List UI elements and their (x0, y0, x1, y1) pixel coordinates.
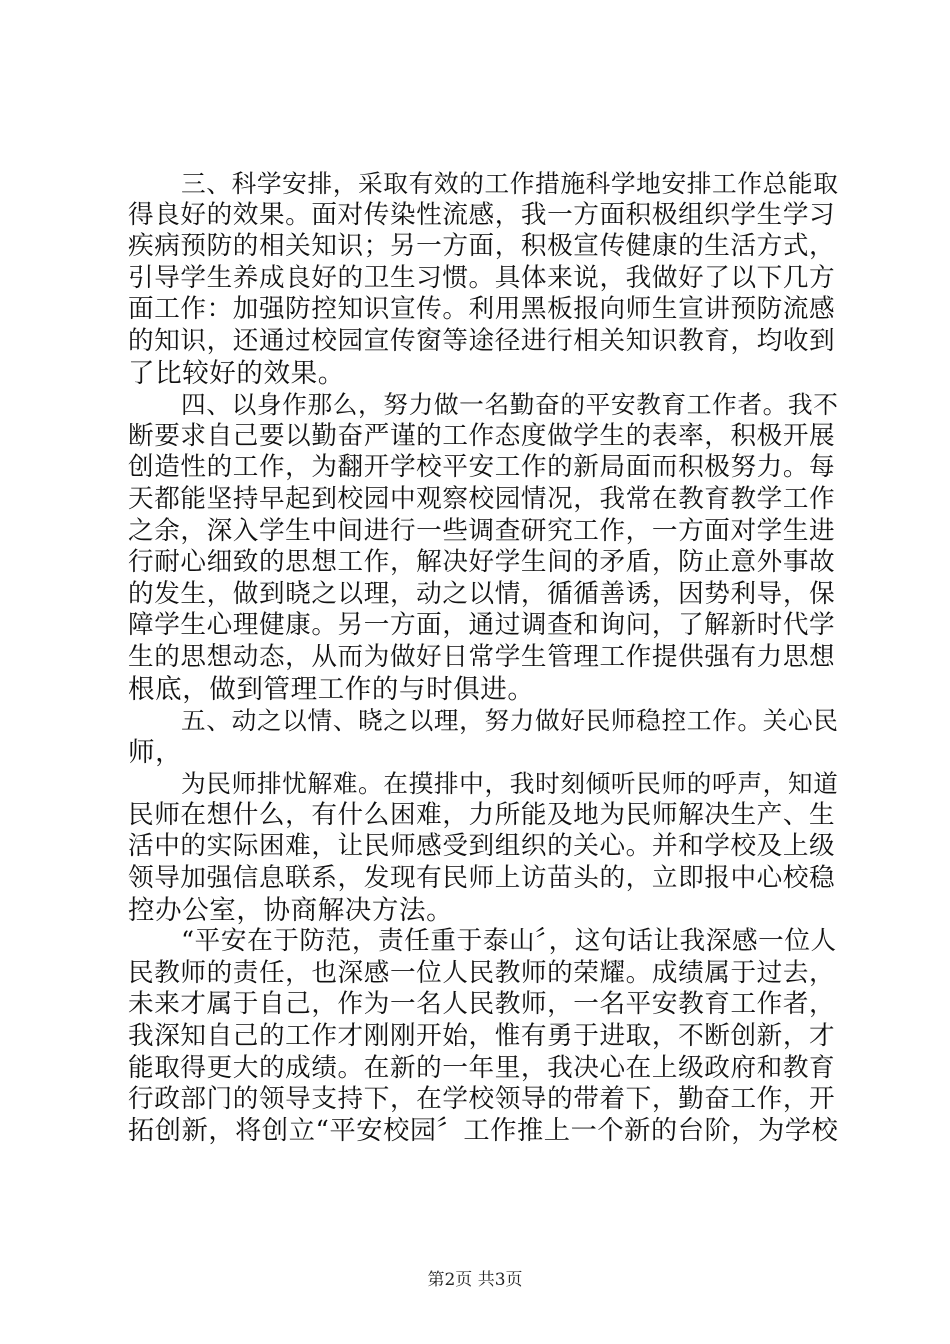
paragraph-6-line: 领导加强信息联系，发现有民师上访苗头的，立即报中心校稳 (128, 863, 836, 894)
paragraph-7-line: 能取得更大的成绩。在新的一年里，我决心在上级政府和教育 (128, 1052, 836, 1083)
paragraph-5-line: 师， (128, 736, 183, 768)
page-number-footer: 第2页 共3页 (427, 1270, 523, 1290)
paragraph-7-line: 拓创新，将创立“平安校园〞工作推上一个新的台阶，为学校 (128, 1115, 839, 1146)
paragraph-7-line: 民教师的责任，也深感一位人民教师的荣耀。成绩属于过去， (128, 957, 836, 988)
paragraph-4-line: 创造性的工作，为翻开学校平安工作的新局面而积极努力。每 (128, 452, 836, 483)
paragraph-7-line: 未来才属于自己，作为一名人民教师，一名平安教育工作者， (128, 989, 836, 1020)
paragraph-3-line: 引导学生养成良好的卫生习惯。具体来说，我做好了以下几方 (128, 262, 836, 293)
paragraph-4-line: 天都能坚持早起到校园中观察校园情况，我常在教育教学工作 (128, 483, 836, 514)
paragraph-6-line: 民师在想什么，有什么困难，力所能及地为民师解决生产、生 (128, 799, 836, 830)
paragraph-4-line: 根底，做到管理工作的与时俱进。 (128, 673, 535, 705)
paragraph-4-line: 行耐心细致的思想工作，解决好学生间的矛盾，防止意外事故 (128, 547, 836, 578)
paragraph-5-line: 五、动之以情、晓之以理，努力做好民师稳控工作。关心民 (181, 706, 839, 736)
paragraph-6-line: 活中的实际困难，让民师感受到组织的关心。并和学校及上级 (128, 831, 836, 862)
paragraph-4-line: 断要求自己要以勤奋严谨的工作态度做学生的表率，积极开展 (128, 420, 836, 451)
paragraph-3-line: 了比较好的效果。 (128, 357, 345, 389)
paragraph-7-line: “平安在于防范，责任重于泰山〞，这句话让我深感一位人 (181, 926, 837, 957)
paragraph-4-line: 生的思想动态，从而为做好日常学生管理工作提供强有力思想 (128, 641, 836, 672)
paragraph-7-line: 行政部门的领导支持下，在学校领导的带着下，勤奋工作，开 (128, 1084, 836, 1115)
paragraph-4-line: 的发生，做到晓之以理，动之以情，循循善诱，因势利导，保 (128, 578, 836, 609)
paragraph-3-line: 疾病预防的相关知识；另一方面，积极宣传健康的生活方式， (128, 231, 836, 262)
paragraph-3-line: 的知识，还通过校园宣传窗等途径进行相关知识教育，均收到 (128, 325, 836, 356)
paragraph-3-line: 面工作：加强防控知识宣传。利用黑板报向师生宣讲预防流感 (128, 294, 836, 325)
paragraph-4-line: 障学生心理健康。另一方面，通过调查和询问，了解新时代学 (128, 610, 836, 641)
paragraph-3-line: 得良好的效果。面对传染性流感，我一方面积极组织学生学习 (128, 199, 836, 230)
paragraph-6-line: 控办公室，协商解决方法。 (128, 894, 454, 926)
paragraph-4-line: 四、以身作那么，努力做一名勤奋的平安教育工作者。我不 (181, 390, 839, 420)
paragraph-3-line: 三、科学安排，采取有效的工作措施科学地安排工作总能取 (181, 169, 839, 198)
paragraph-7-line: 我深知自己的工作才刚刚开始，惟有勇于进取，不断创新，才 (128, 1021, 836, 1052)
paragraph-4-line: 之余，深入学生中间进行一些调查研究工作，一方面对学生进 (128, 515, 836, 546)
paragraph-6-line: 为民师排忧解难。在摸排中，我时刻倾听民师的呼声，知道 (181, 769, 839, 799)
document-body (128, 168, 840, 1147)
